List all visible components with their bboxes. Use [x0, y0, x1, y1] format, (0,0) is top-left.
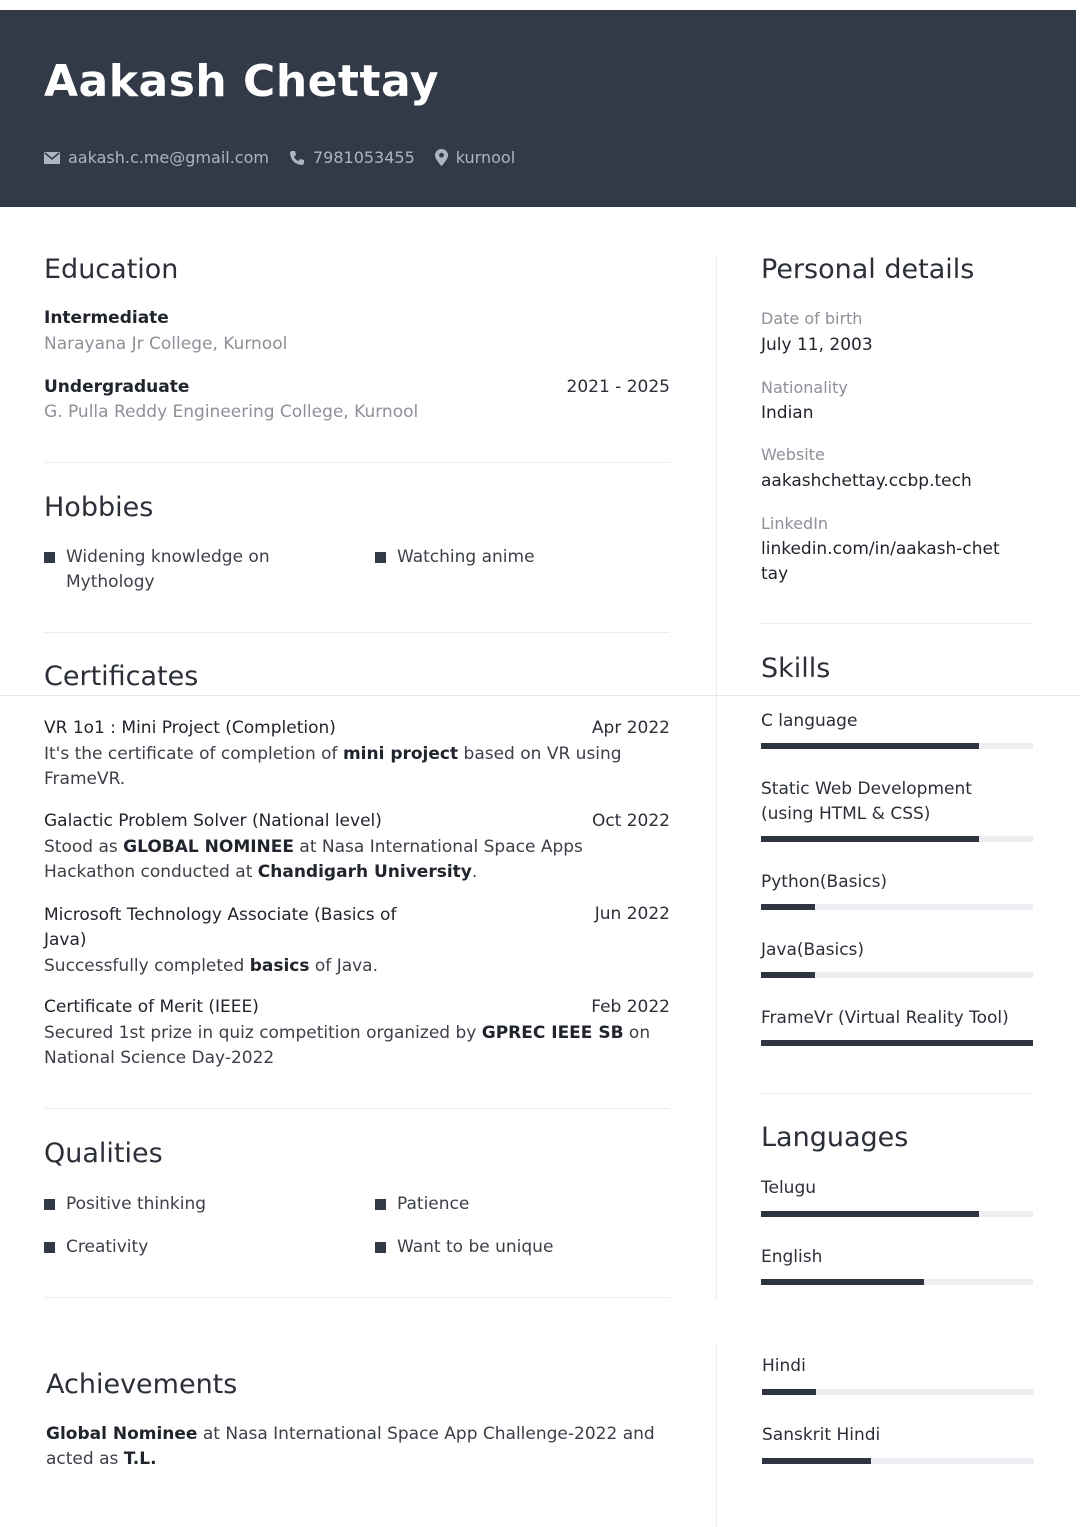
bullet-square	[44, 1242, 55, 1253]
education-dates: 2021 - 2025	[566, 377, 670, 397]
section-title-languages: Languages	[761, 1122, 909, 1153]
dob-label: Date of birth	[761, 309, 863, 328]
linkedin-link[interactable]: linkedin.com/in/aakash-chettay	[761, 539, 1000, 584]
certificate-date: Oct 2022	[591, 811, 670, 831]
nationality-value: Indian	[761, 403, 814, 423]
certificate-desc: Successfully completed basics of Java.	[44, 956, 379, 976]
certificate-date: Jun 2022	[594, 904, 670, 924]
skill-level-bar	[761, 743, 1033, 749]
quality-text: Want to be unique	[397, 1237, 554, 1257]
skill-level-fill	[761, 743, 979, 749]
page-break-line	[0, 695, 1080, 696]
language-name: Hindi	[762, 1356, 806, 1376]
divider	[761, 623, 1031, 624]
language-level-bar	[762, 1458, 1034, 1464]
contact-row	[44, 148, 535, 167]
achievement-desc: Global Nominee at Nasa International Space App Challenge-2022 and acted as T.L.	[46, 1424, 655, 1469]
language-level-fill	[761, 1211, 979, 1217]
certificate-name: Microsoft Technology Associate (Basics of Java)	[44, 905, 397, 950]
quality-text: Positive thinking	[66, 1194, 207, 1214]
phone-icon	[289, 150, 305, 166]
skill-name: Static Web Development (using HTML & CSS)	[761, 779, 972, 824]
location-text: kurnool	[455, 148, 516, 167]
linkedin-label: LinkedIn	[761, 514, 829, 533]
certificate-date: Feb 2022	[591, 997, 670, 1017]
skill-level-bar	[761, 836, 1033, 842]
bullet-square	[44, 1199, 55, 1210]
mail-icon	[44, 152, 60, 164]
certificate-name: VR 1o1 : Mini Project (Completion)	[44, 718, 336, 738]
divider	[761, 1093, 1031, 1094]
quality-item	[44, 1192, 206, 1217]
skill-name: FrameVr (Virtual Reality Tool)	[761, 1008, 1009, 1028]
website-label: Website	[761, 445, 825, 464]
skill-level-fill	[761, 972, 815, 978]
section-title-skills: Skills	[761, 653, 831, 684]
language-level-fill	[761, 1279, 924, 1285]
hobby-text: Widening knowledge on Mythology	[66, 547, 270, 592]
nationality-label: Nationality	[761, 378, 848, 397]
skill-level-fill	[761, 836, 979, 842]
quality-item	[375, 1235, 553, 1260]
divider	[44, 462, 670, 463]
education-school: Narayana Jr College, Kurnool	[44, 334, 288, 354]
quality-text: Patience	[397, 1194, 470, 1214]
contact-email[interactable]	[44, 148, 269, 167]
skill-level-fill	[761, 1040, 1033, 1046]
certificate-name: Galactic Problem Solver (National level)	[44, 811, 382, 831]
language-level-bar	[761, 1279, 1033, 1285]
certificate-desc: It's the certificate of completion of mini project based on VR using FrameVR.	[44, 744, 622, 789]
skill-level-bar	[761, 904, 1033, 910]
section-title-hobbies: Hobbies	[44, 492, 154, 523]
skill-name: Python(Basics)	[761, 872, 888, 892]
language-level-bar	[762, 1389, 1034, 1395]
column-divider-lower	[716, 1345, 717, 1527]
candidate-name: Aakash Chettay	[44, 56, 440, 107]
bullet-square	[44, 552, 55, 563]
resume-header	[0, 10, 1076, 207]
section-title-personal-details: Personal details	[761, 254, 975, 285]
quality-item	[375, 1192, 469, 1217]
phone-text: 7981053455	[312, 148, 415, 167]
language-level-bar	[761, 1211, 1033, 1217]
column-divider	[716, 255, 717, 1300]
skill-level-fill	[761, 904, 815, 910]
contact-location	[435, 148, 515, 167]
dob-value: July 11, 2003	[761, 335, 873, 355]
skill-level-bar	[761, 1040, 1033, 1046]
bullet-square	[375, 552, 386, 563]
hobby-item	[44, 545, 304, 595]
education-school: G. Pulla Reddy Engineering College, Kurnool	[44, 402, 419, 422]
divider	[44, 632, 670, 633]
certificate-date: Apr 2022	[591, 718, 670, 738]
education-degree: Intermediate	[44, 308, 169, 328]
certificate-desc: Stood as GLOBAL NOMINEE at Nasa International Space Apps Hackathon conducted at Chandigarh University.	[44, 837, 583, 882]
quality-text: Creativity	[66, 1237, 149, 1257]
education-degree: Undergraduate	[44, 377, 190, 397]
hobby-text: Watching anime	[397, 547, 535, 567]
location-pin-icon	[435, 149, 448, 166]
email-text: aakash.c.me@gmail.com	[68, 148, 269, 167]
section-title-certificates: Certificates	[44, 661, 199, 692]
section-title-achievements: Achievements	[46, 1369, 238, 1400]
website-link[interactable]: aakashchettay.ccbp.tech	[761, 471, 972, 491]
quality-item	[44, 1235, 148, 1260]
hobby-item	[375, 545, 675, 570]
certificate-desc: Secured 1st prize in quiz competition organized by GPREC IEEE SB on National Science Day-2022	[44, 1023, 651, 1068]
skill-name: Java(Basics)	[761, 940, 865, 960]
divider	[44, 1108, 670, 1109]
language-level-fill	[762, 1389, 816, 1395]
skill-name: C language	[761, 711, 858, 731]
contact-phone[interactable]	[289, 148, 415, 167]
bullet-square	[375, 1199, 386, 1210]
bullet-square	[375, 1242, 386, 1253]
language-name: Telugu	[761, 1178, 817, 1198]
certificate-name: Certificate of Merit (IEEE)	[44, 997, 259, 1017]
skill-level-bar	[761, 972, 1033, 978]
section-title-education: Education	[44, 254, 179, 285]
language-level-fill	[762, 1458, 871, 1464]
section-title-qualities: Qualities	[44, 1138, 163, 1169]
language-name: English	[761, 1247, 823, 1267]
divider	[44, 1297, 670, 1298]
language-name: Sanskrit Hindi	[762, 1425, 881, 1445]
